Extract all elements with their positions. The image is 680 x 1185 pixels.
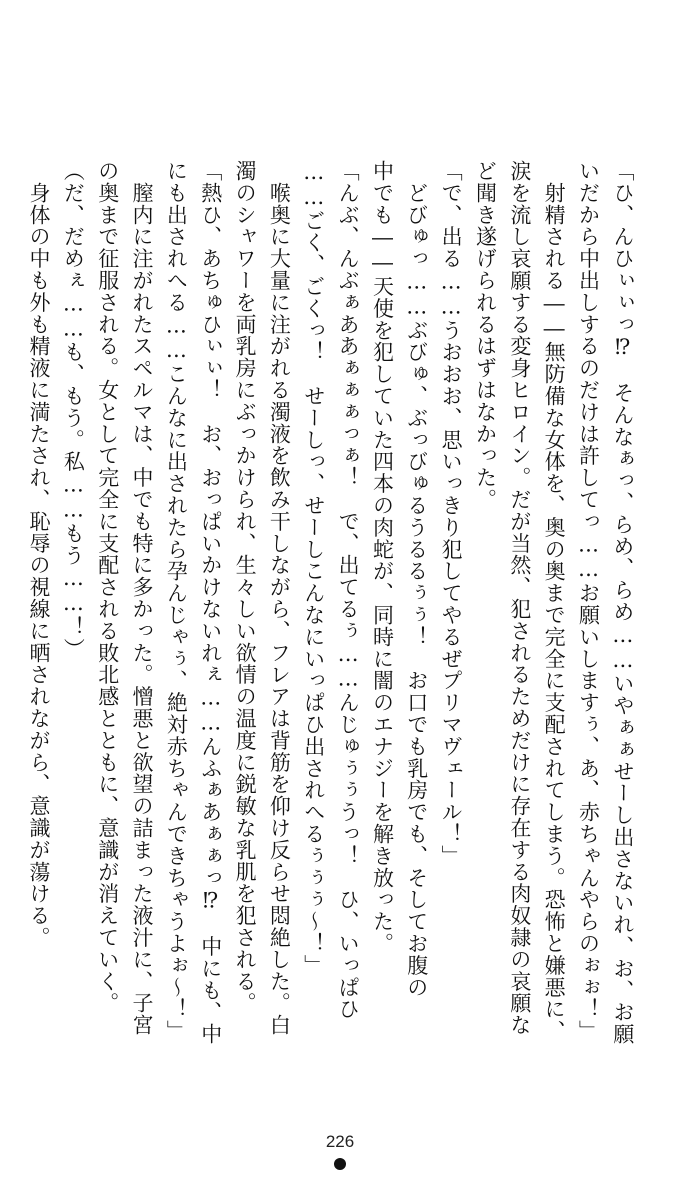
text-line: 「ひ、んひぃぃっ⁉ そんなぁっ、らめ、らめ……いやぁぁせーし出さないれ、お、お願 (610, 160, 635, 1045)
text-line: の奥まで征服される。女として完全に支配される敗北感とともに、意識が消えていく。 (95, 160, 120, 1015)
text-line: （だ、だめぇ……も、もう。私……もう……！） (61, 160, 86, 660)
text-line: いだから中出しするのだけは許してっ……お願いしますぅ、あ、赤ちゃんやらのぉぉ！」 (576, 160, 601, 1042)
text-line: どびゅっ……ぶびゅ、ぶっびゅるうるるぅぅ！ お口でも乳房でも、そしてお腹の (404, 160, 429, 999)
vertical-text-block (26, 160, 636, 1080)
page-number: 226 (325, 1132, 355, 1151)
text-line: 「んぶ、んぶぁああぁぁぁっぁ！ で、出てるぅ……んじゅぅぅうっ！ ひ、いっぱひ (336, 160, 361, 1021)
text-line: 濁のシャワーを両乳房にぶっかけられ、生々しい欲情の温度に鋭敏な乳肌を犯される。 (233, 160, 258, 1015)
page-dot-marker (334, 1158, 346, 1170)
text-line: 身体の中も外も精液に満たされ、恥辱の視線に晒されながら、意識が蕩ける。 (27, 160, 51, 949)
text-line: 膣内に注がれたスペルマは、中でも特に多かった。憎悪と欲望の詰まった液汁に、子宮 (130, 160, 155, 1036)
text-line: 「で、出る……うおおお、思いっきり犯してやるぜプリマヴェール！」 (439, 160, 464, 867)
text-line: 涙を流し哀願する変身ヒロイン。だが当然、犯されるためだけに存在する肉奴隷の哀願な (507, 160, 532, 1036)
text-line: にも出されへる……こんなに出されたら孕んじゃぅ、絶対赤ちゃんできちゃうよぉ〜！」 (164, 160, 189, 1042)
text-line: 中でも――天使を犯していた四本の肉蛇が、同時に闇のエナジーを解き放った。 (370, 160, 395, 955)
text-line: ……ごく、ごくっ！ せーしっ、せーしこんなにいっぱひ出されへるぅぅぅ〜！」 (301, 160, 326, 977)
text-line: ど聞き遂げられるはずはなかった。 (473, 160, 498, 511)
text-line: 射精される――無防備な女体を、奥の奥まで完全に支配されてしまう。恐怖と嫌悪に、 (542, 160, 567, 1042)
text-line: 「熱ひ、あちゅひぃぃ！ お、おっぱいかけないれぇ……んふぁあぁぁっ⁉ 中にも、中 (198, 160, 223, 1045)
text-line: 喉奥に大量に注がれる濁液を飲み干しながら、フレアは背筋を仰け反らせ悶絶した。白 (267, 160, 292, 1036)
